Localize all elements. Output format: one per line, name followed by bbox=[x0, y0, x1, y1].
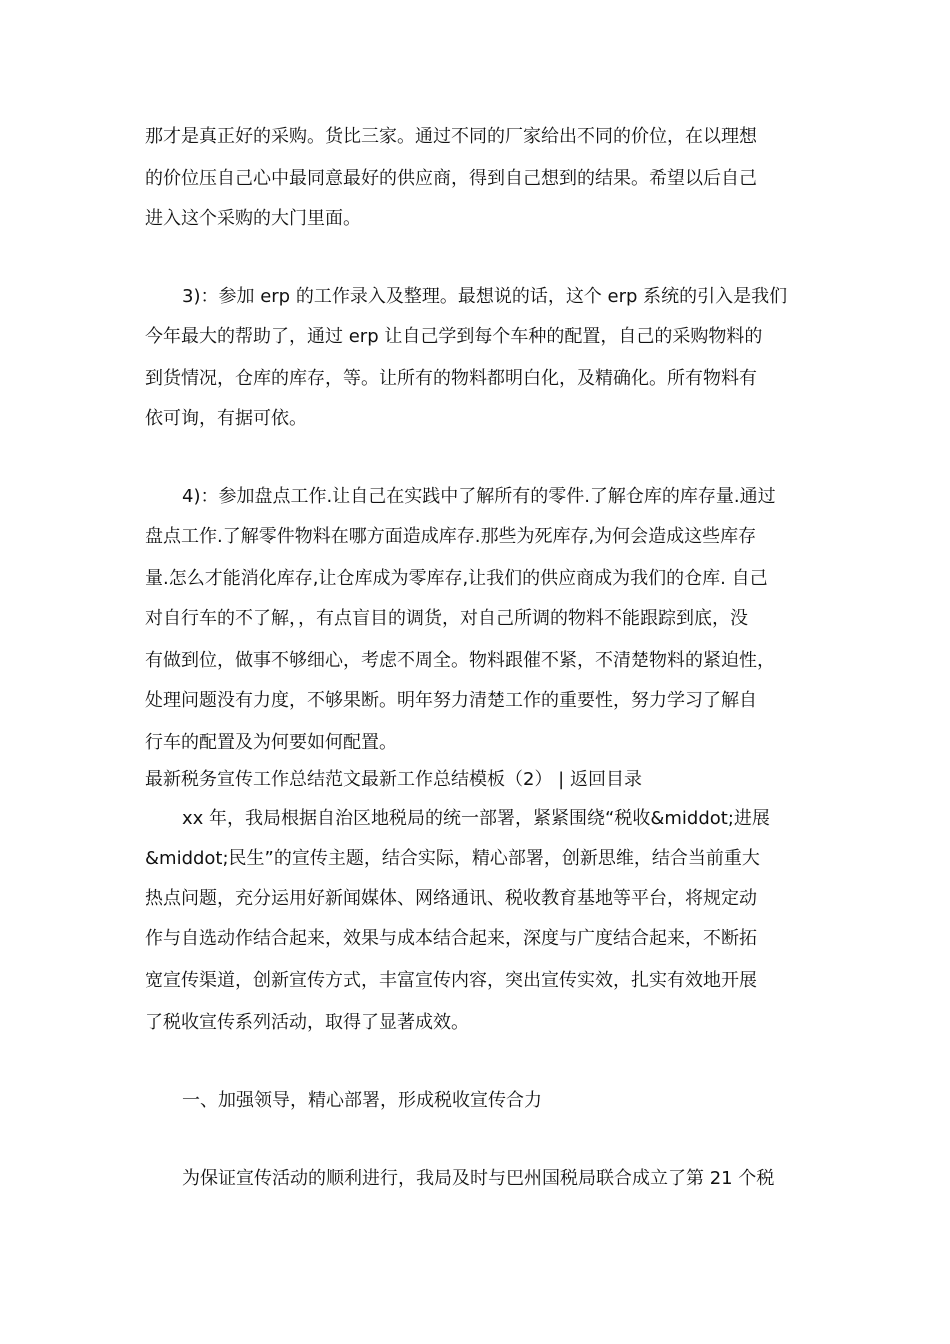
text-line: 宽宣传渠道，创新宣传方式，丰富宣传内容，突出宣传实效，扎实有效地开展 bbox=[145, 970, 757, 991]
article-title-link[interactable]: 最新税务宣传工作总结范文最新工作总结模板（2） | 返回目录 bbox=[145, 769, 642, 790]
text-line: 有做到位，做事不够细心，考虑不周全。物料跟催不紧，不清楚物料的紧迫性， bbox=[145, 650, 775, 671]
text-line: 了税收宣传系列活动，取得了显著成效。 bbox=[145, 1012, 469, 1033]
text-line: 作与自选动作结合起来，效果与成本结合起来，深度与广度结合起来，不断拓 bbox=[145, 928, 757, 949]
text-line: 行车的配置及为何要如何配置。 bbox=[145, 732, 397, 753]
text-line: 量.怎么才能消化库存,让仓库成为零库存,让我们的供应商成为我们的仓库. 自己 bbox=[145, 568, 768, 589]
text-line: 的价位压自己心中最同意最好的供应商，得到自己想到的结果。希望以后自己 bbox=[145, 168, 757, 189]
text-line: 进入这个采购的大门里面。 bbox=[145, 208, 361, 229]
text-line: 盘点工作.了解零件物料在哪方面造成库存.那些为死库存,为何会造成这些库存 bbox=[145, 526, 757, 547]
text-line: 4)：参加盘点工作.让自己在实践中了解所有的零件.了解仓库的库存量.通过 bbox=[182, 486, 776, 507]
text-line: 今年最大的帮助了，通过 erp 让自己学到每个车种的配置，自己的采购物料的 bbox=[145, 326, 763, 347]
text-line: 3)：参加 erp 的工作录入及整理。最想说的话，这个 erp 系统的引入是我们 bbox=[182, 286, 788, 307]
text-line: 热点问题，充分运用好新闻媒体、网络通讯、税收教育基地等平台，将规定动 bbox=[145, 888, 757, 909]
text-line: &middot;民生”的宣传主题，结合实际，精心部署，创新思维，结合当前重大 bbox=[145, 848, 760, 869]
text-line: 那才是真正好的采购。货比三家。通过不同的厂家给出不同的价位，在以理想 bbox=[145, 126, 757, 147]
text-line: 依可询，有据可依。 bbox=[145, 408, 307, 429]
text-line: 处理问题没有力度，不够果断。明年努力清楚工作的重要性，努力学习了解自 bbox=[145, 690, 757, 711]
text-line: 到货情况，仓库的库存，等。让所有的物料都明白化，及精确化。所有物料有 bbox=[145, 368, 757, 389]
text-line: 为保证宣传活动的顺利进行，我局及时与巴州国税局联合成立了第 21 个税 bbox=[182, 1168, 775, 1189]
text-line: xx 年，我局根据自治区地税局的统一部署，紧紧围绕“税收&middot;进展 bbox=[182, 808, 770, 829]
section-heading: 一、加强领导，精心部署，形成税收宣传合力 bbox=[182, 1090, 542, 1111]
text-line: 对自行车的不了解，，有点盲目的调货，对自己所调的物料不能跟踪到底，没 bbox=[145, 608, 748, 629]
